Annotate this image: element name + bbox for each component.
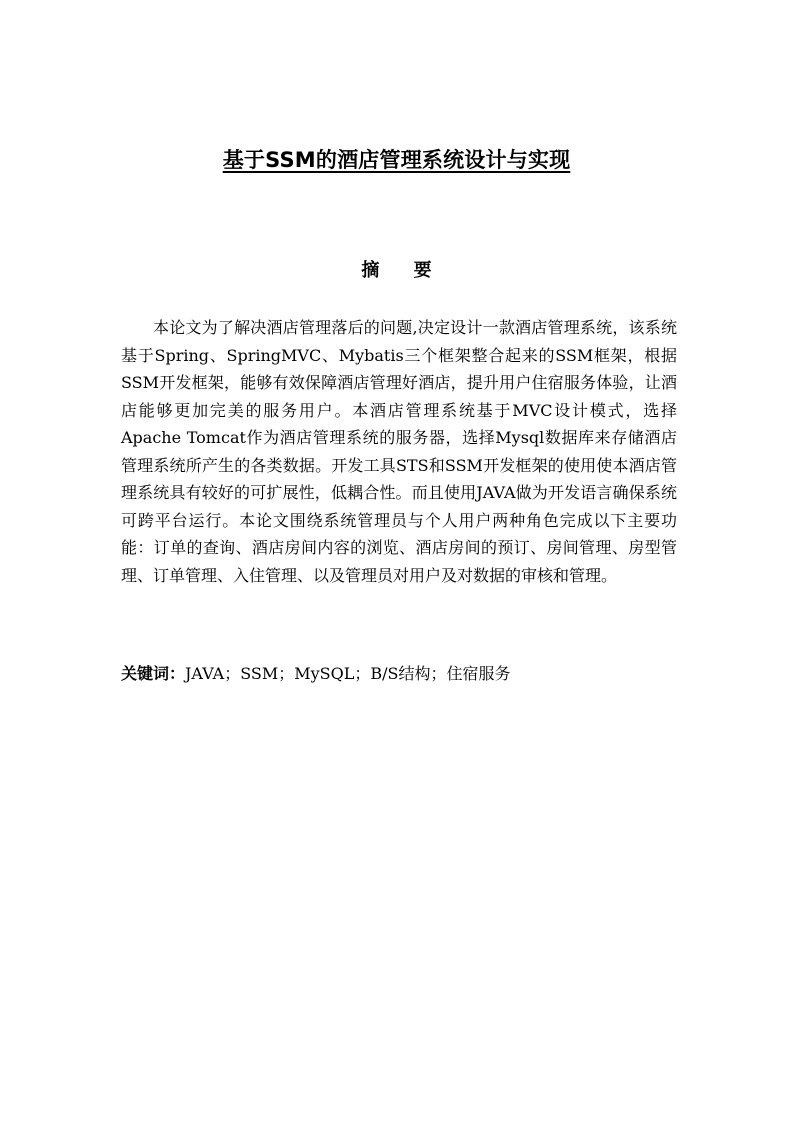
- keywords-line: [121, 660, 677, 688]
- abstract-body: 本论文为了解决酒店管理落后的问题,决定设计一款酒店管理系统，该系统基于Spring、SpringMVC、Mybatis三个框架整合起来的SSM框架，根据SSM开发框架，能够有效保障酒店管理好酒店，提升用户住宿服务体验，让酒店能够更加完美的服务用户。本酒店管理系统基于MVC设计模式，选择Apache Tomcat作为酒店管理系统的服务器，选择Mysql数据库来存储酒店管理系统所产生的各类数据。开发工具STS和SSM开发框架的使用使本酒店管理系统具有较好的可扩展性，低耦合性。而且使用JAVA做为开发语言确保系统可跨平台运行。本论文围绕系统管理员与个人用户两种角色完成以下主要功能：订单的查询、酒店房间内容的浏览、酒店房间的预订、房间管理、房型管理、订单管理、入住管理、以及管理员对用户及对数据的审核和管理。: [121, 318, 677, 585]
- keywords-text: JAVA；SSM；MySQL；B/S结构；住宿服务: [185, 664, 511, 683]
- keywords-label: 关键词：: [121, 664, 186, 683]
- abstract-heading: 摘 要: [361, 260, 446, 281]
- paper-title-text: 基于SSM的酒店管理系统设计与实现: [222, 148, 571, 172]
- paper-title: [0, 144, 793, 176]
